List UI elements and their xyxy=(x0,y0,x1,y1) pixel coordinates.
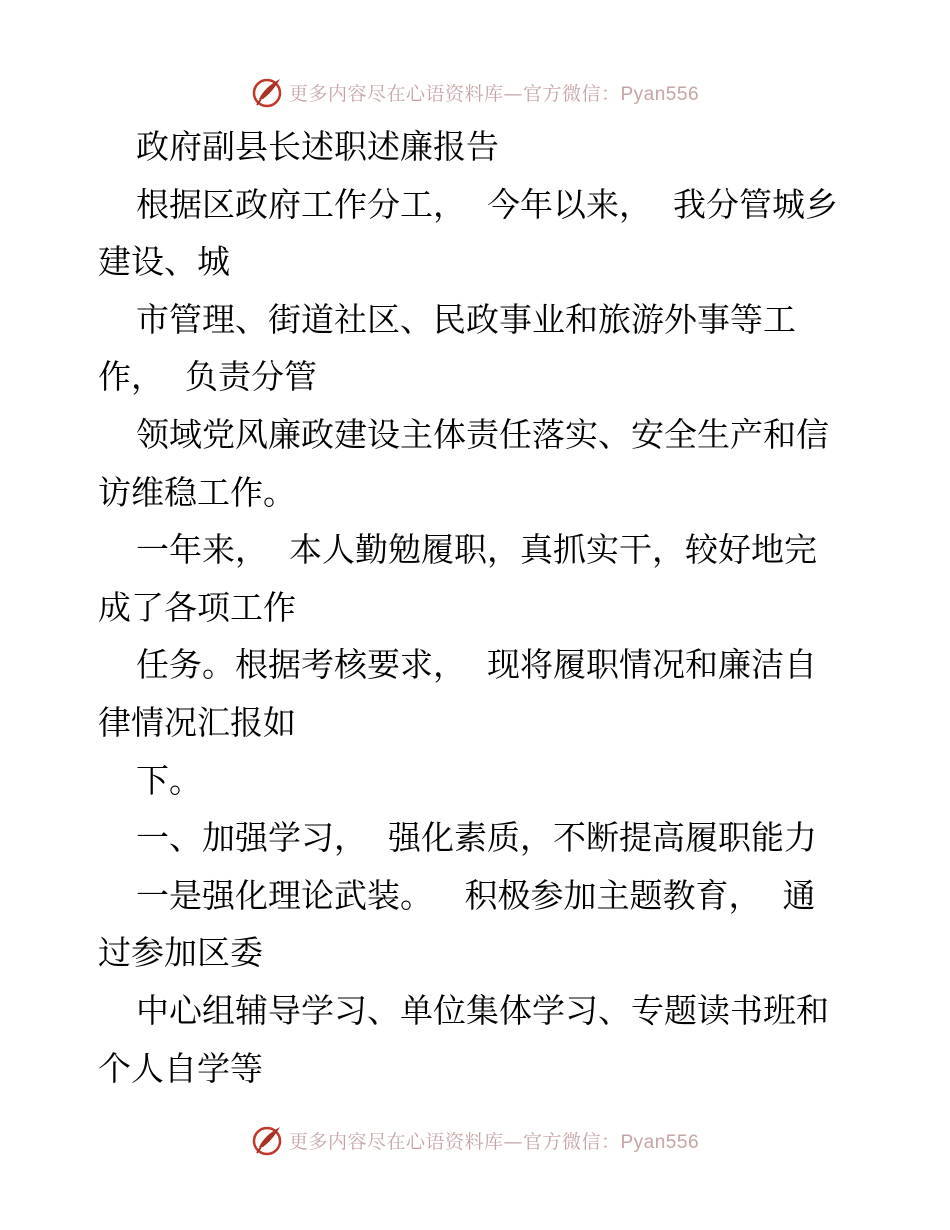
paragraph-line: 任务。根据考核要求， 现将履职情况和廉洁自 xyxy=(136,645,817,685)
red-quill-logo-icon xyxy=(251,1123,285,1157)
paragraph-line: 下。 xyxy=(136,760,202,800)
section-heading: 一、加强学习， 强化素质，不断提高履职能力 xyxy=(136,818,817,858)
paragraph-line: 市管理、街道社区、民政事业和旅游外事等工 xyxy=(136,299,796,339)
paragraph-line: 一是强化理论武装。 积极参加主题教育， 通 xyxy=(136,875,816,915)
footer-watermark-banner xyxy=(0,1120,950,1160)
watermark-label: 更多内容尽在心语资料库—官方微信： xyxy=(288,82,621,105)
paragraph-line: 建设、城 xyxy=(98,242,230,282)
paragraph-line: 过参加区委 xyxy=(98,933,263,973)
paragraph-line: 领域党风廉政建设主体责任落实、安全生产和信 xyxy=(136,414,829,454)
paragraph-line: 成了各项工作 xyxy=(98,587,296,627)
paragraph-line: 律情况汇报如 xyxy=(98,702,296,742)
red-quill-logo-icon xyxy=(251,75,285,109)
paragraph-line: 根据区政府工作分工， 今年以来， 我分管城乡 xyxy=(136,184,838,224)
paragraph-line: 中心组辅导学习、单位集体学习、专题读书班和 xyxy=(136,990,829,1030)
header-watermark-banner xyxy=(0,72,950,112)
document-title: 政府副县长述职述廉报告 xyxy=(136,127,499,166)
paragraph-line: 访维稳工作。 xyxy=(98,472,296,512)
watermark-text xyxy=(289,1127,699,1154)
document-body xyxy=(98,118,858,1097)
wechat-id: Pyan556 xyxy=(620,83,700,105)
wechat-id: Pyan556 xyxy=(620,1131,700,1153)
paragraph-line: 个人自学等 xyxy=(98,1048,263,1088)
paragraph-line: 作， 负责分管 xyxy=(98,357,317,397)
watermark-label: 更多内容尽在心语资料库—官方微信： xyxy=(288,1130,621,1153)
watermark-text xyxy=(289,79,699,106)
paragraph-line: 一年来， 本人勤勉履职，真抓实干，较好地完 xyxy=(136,530,817,570)
